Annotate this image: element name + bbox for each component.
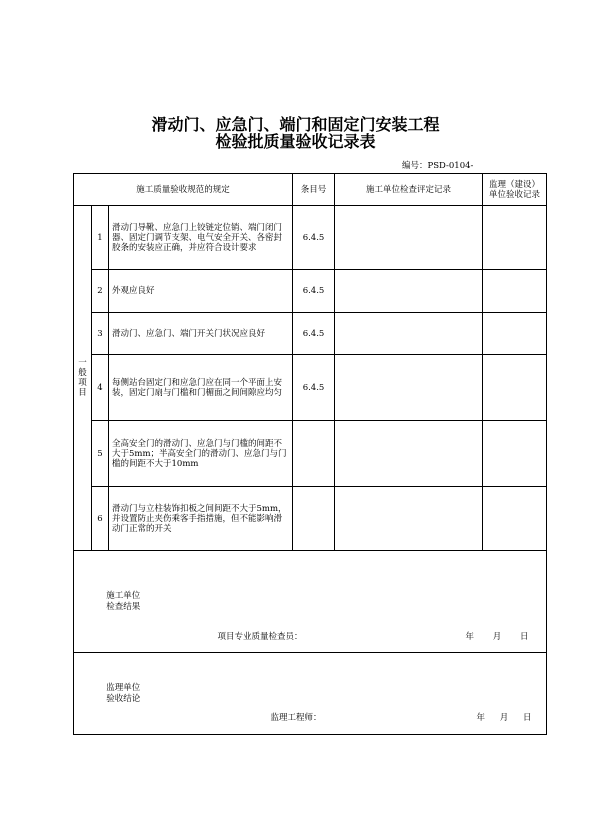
date-day: 日 bbox=[519, 632, 529, 642]
construction-record-cell[interactable] bbox=[335, 206, 483, 270]
item-text: 滑动门导靴、应急门上铰链定位销、端门闭门器、固定门调节支架、电气安全开关、各密封胶条的安装应正确，并应符合设计要求 bbox=[109, 206, 293, 270]
header-spec: 施工质量验收规范的规定 bbox=[74, 174, 293, 206]
category-cell bbox=[74, 206, 92, 551]
construction-record-cell[interactable] bbox=[335, 270, 483, 313]
date-month: 月 bbox=[499, 713, 509, 723]
item-clause: 6.4.5 bbox=[293, 313, 335, 355]
construction-record-cell[interactable] bbox=[335, 487, 483, 551]
supervision-conclusion-row bbox=[74, 653, 547, 735]
form-code: 编号：PSD-0104- bbox=[402, 161, 474, 171]
supervision-record-cell[interactable] bbox=[483, 206, 547, 270]
construction-date bbox=[466, 632, 529, 642]
item-no: 5 bbox=[92, 421, 109, 487]
item-no: 1 bbox=[92, 206, 109, 270]
supervision-date bbox=[477, 713, 532, 723]
supervision-record-cell[interactable] bbox=[483, 487, 547, 551]
supervision-record-cell[interactable] bbox=[483, 421, 547, 487]
table-row bbox=[74, 206, 547, 270]
item-text: 每侧站台固定门和应急门应在同一个平面上安装，固定门扇与门槛和门楣面之间间隙应均匀 bbox=[109, 355, 293, 421]
date-year: 年 bbox=[465, 632, 475, 642]
supervision-engineer-label: 监理工程师： bbox=[270, 713, 322, 723]
item-text: 全高安全门的滑动门、应急门与门槛的间距不大于5mm；半高安全门的滑动门、应急门与门槛的间距不大于10mm bbox=[109, 421, 293, 487]
construction-label-line2: 检查结果 bbox=[106, 601, 141, 612]
header-construction-record: 施工单位检查评定记录 bbox=[335, 174, 483, 206]
construction-record-cell[interactable] bbox=[335, 355, 483, 421]
construction-result-row bbox=[74, 551, 547, 653]
construction-record-cell[interactable] bbox=[335, 313, 483, 355]
item-no: 6 bbox=[92, 487, 109, 551]
item-clause bbox=[293, 487, 335, 551]
item-text: 滑动门与立柱装饰扣板之间间距不大于5mm，并设置防止夹伤乘客手指措施，但不能影响滑动门正常的开关 bbox=[109, 487, 293, 551]
category-label: 一般项目 bbox=[78, 358, 87, 398]
date-year: 年 bbox=[476, 713, 486, 723]
supervision-conclusion-content[interactable] bbox=[270, 653, 547, 735]
header-row bbox=[74, 174, 547, 206]
header-supervision-record bbox=[483, 174, 547, 206]
form-title-line2: 检验批质量验收记录表 bbox=[215, 132, 376, 151]
construction-label-line1: 施工单位 bbox=[106, 590, 141, 601]
item-no: 3 bbox=[92, 313, 109, 355]
header-clause: 条目号 bbox=[293, 174, 335, 206]
item-clause: 6.4.5 bbox=[293, 206, 335, 270]
supervision-record-cell[interactable] bbox=[483, 313, 547, 355]
form-title-line1: 滑动门、应急门、端门和固定门安装工程 bbox=[151, 115, 440, 134]
supervision-record-cell[interactable] bbox=[483, 270, 547, 313]
header-supervision-line2: 单位验收记录 bbox=[489, 189, 541, 200]
item-no: 4 bbox=[92, 355, 109, 421]
supervision-record-cell[interactable] bbox=[483, 355, 547, 421]
construction-result-content[interactable] bbox=[217, 551, 547, 653]
item-clause: 6.4.5 bbox=[293, 355, 335, 421]
table-row bbox=[74, 313, 547, 355]
construction-record-cell[interactable] bbox=[335, 421, 483, 487]
quality-inspector-label: 项目专业质量检查员： bbox=[217, 632, 303, 642]
table-row bbox=[74, 421, 547, 487]
item-clause: 6.4.5 bbox=[293, 270, 335, 313]
supervision-conclusion-label bbox=[74, 653, 293, 735]
header-supervision-line1: 监理（建设） bbox=[489, 179, 541, 190]
table-row bbox=[74, 487, 547, 551]
inspection-table bbox=[73, 173, 547, 735]
item-text: 外观应良好 bbox=[109, 270, 293, 313]
table-row bbox=[74, 270, 547, 313]
item-no: 2 bbox=[92, 270, 109, 313]
item-text: 滑动门、应急门、端门开关门状况应良好 bbox=[109, 313, 293, 355]
date-month: 月 bbox=[492, 632, 502, 642]
date-day: 日 bbox=[522, 713, 532, 723]
table-row bbox=[74, 355, 547, 421]
item-clause bbox=[293, 421, 335, 487]
supervision-label-line1: 监理单位 bbox=[106, 682, 141, 693]
supervision-label-line2: 验收结论 bbox=[106, 693, 141, 704]
